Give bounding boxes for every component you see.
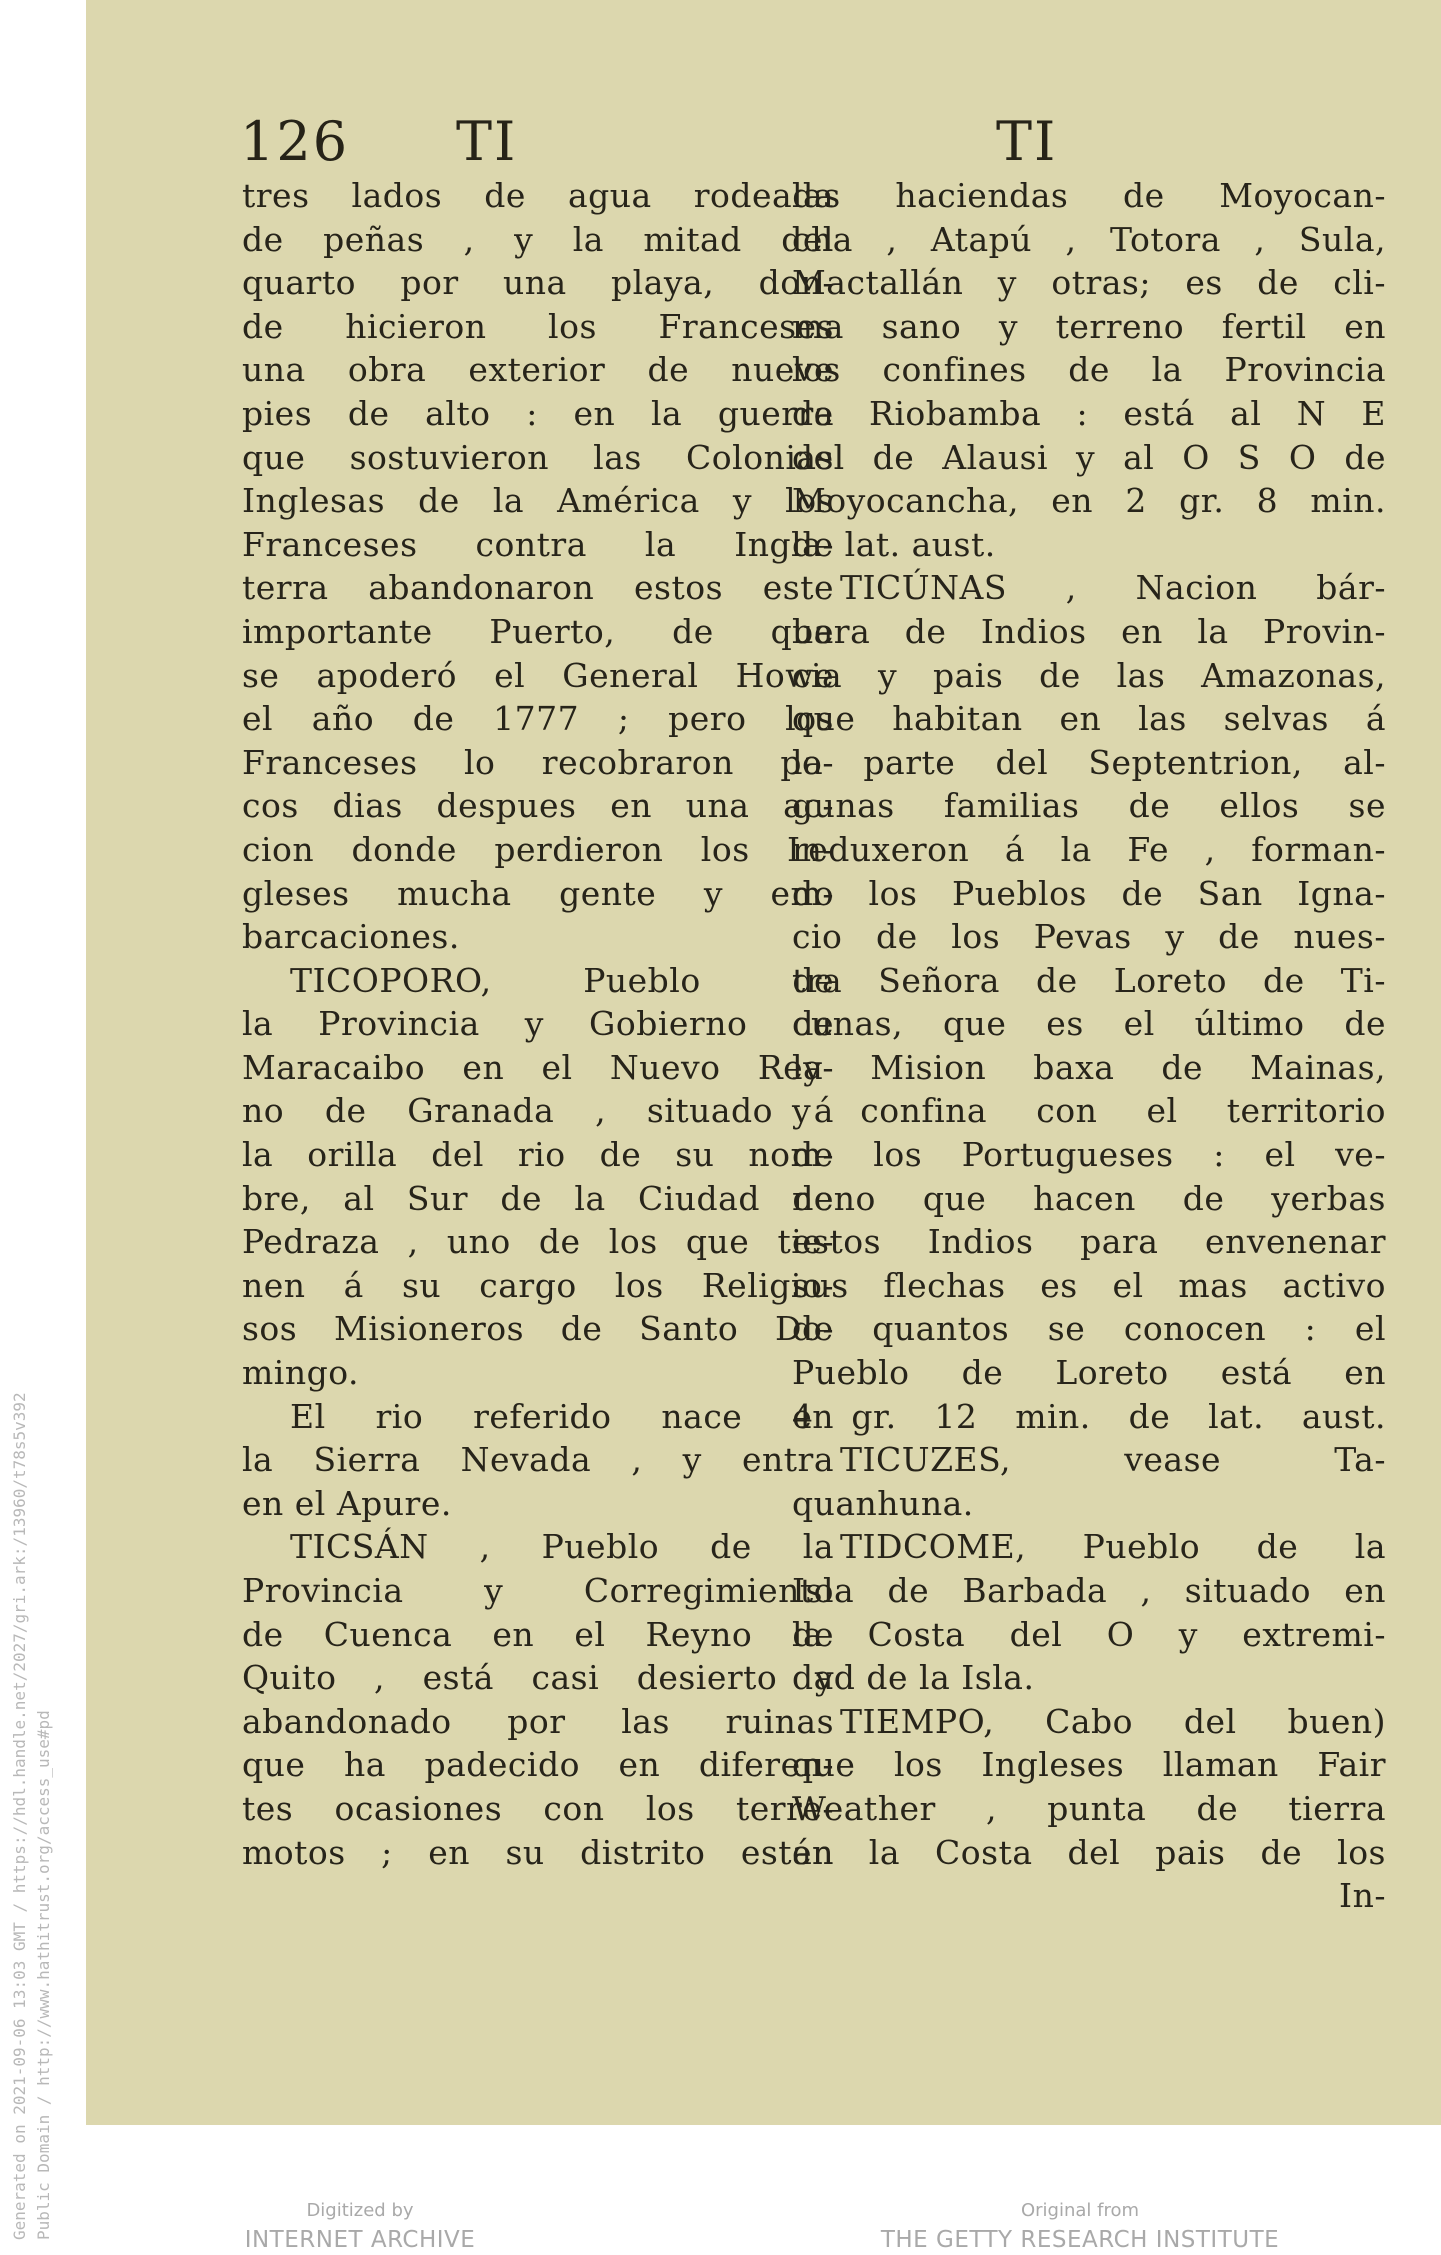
text-line: que habitan en las selvas á — [792, 699, 1386, 739]
text-line: barcaciones. — [242, 917, 460, 957]
text-line: In- — [1339, 1876, 1386, 1916]
text-line: que ha padecido en diferen- — [242, 1745, 834, 1785]
text-line: la orilla del rio de su nom- — [242, 1135, 834, 1175]
access-note — [4, 1100, 64, 2240]
text-line: cha , Atapú , Totora , Sula, — [792, 219, 1386, 259]
text-line: de Riobamba : está al N E — [792, 393, 1386, 433]
text-line: tres lados de agua rodeada — [242, 176, 834, 215]
text-line: reduxeron á la Fe , forman- — [792, 829, 1386, 869]
text-line: en la Costa del pais de los — [792, 1832, 1386, 1872]
text-line: de lat. aust. — [792, 524, 996, 564]
text-line: 4 gr. 12 min. de lat. aust. — [792, 1396, 1386, 1436]
text-line: de quantos se conocen : el — [792, 1309, 1386, 1349]
text-line: las haciendas de Moyocan- — [792, 176, 1386, 215]
original-from-label: Original from — [1020, 2200, 1140, 2221]
text-line: Pedraza , uno de los que tie- — [242, 1222, 834, 1262]
digitized-by — [230, 2200, 490, 2253]
text-line: de Cuenca en el Reyno de — [242, 1614, 834, 1654]
text-line: no de Granada , situado á — [242, 1091, 834, 1131]
digitized-by-label: Digitized by — [306, 2200, 414, 2221]
text-line: del de Alausi y al O S O de — [792, 437, 1386, 477]
text-line: cunas, que es el último de — [792, 1004, 1386, 1044]
text-line: cia y pais de las Amazonas, — [792, 655, 1386, 695]
text-line: sus flechas es el mas activo — [792, 1265, 1386, 1305]
text-line: estos Indios para envenenar — [792, 1222, 1386, 1262]
text-line: la Costa del O y extremi- — [792, 1614, 1386, 1654]
text-line: Maracaibo en el Nuevo Rey- — [242, 1047, 834, 1087]
getty-label: THE GETTY RESEARCH INSTITUTE — [880, 2227, 1280, 2253]
text-line: en el Apure. — [242, 1483, 452, 1523]
text-line: cio de los Pevas y de nues- — [792, 917, 1386, 957]
text-line: de hicieron los Franceses — [242, 306, 834, 346]
text-line: de los Portugueses : el ve- — [792, 1135, 1386, 1175]
text-line: Pueblo de Loreto está en — [792, 1353, 1386, 1393]
text-line: Franceses lo recobraron po- — [242, 742, 834, 782]
text-line: de peñas , y la mitad del — [242, 219, 834, 259]
text-line: motos ; en su distrito están — [242, 1832, 834, 1872]
text-line: cos dias despues en una ac- — [242, 786, 834, 826]
text-line: sos Misioneros de Santo Do- — [242, 1309, 834, 1349]
text-line: gunas familias de ellos se — [792, 786, 1386, 826]
text-line: TICOPORO, Pueblo de — [290, 960, 834, 1000]
text-line: TICUZES, vease Ta- — [840, 1440, 1386, 1480]
book-page — [86, 0, 1441, 2125]
text-line: TICÚNAS , Nacion bár- — [840, 568, 1386, 608]
public-domain-note: Public Domain / http://www.hathitrust.org/access_use#pd — [34, 1710, 53, 2240]
left-text-column — [242, 174, 834, 1874]
text-line: los confines de la Provincia — [792, 350, 1386, 390]
text-line: la Sierra Nevada , y entra — [242, 1440, 834, 1480]
text-line: se apoderó el General Howe — [242, 655, 834, 695]
text-line: Inglesas de la América y los — [242, 481, 834, 521]
text-line: quarto por una playa, don- — [242, 263, 834, 303]
text-line: tes ocasiones con los terre- — [242, 1788, 834, 1828]
right-text-column — [792, 174, 1386, 1918]
text-line: el año de 1777 ; pero los — [242, 699, 834, 739]
text-line: dad de la Isla. — [792, 1658, 1035, 1698]
text-line: bara de Indios en la Provin- — [792, 611, 1386, 651]
text-line: El rio referido nace en — [290, 1396, 834, 1436]
text-line: Moyocancha, en 2 gr. 8 min. — [792, 481, 1386, 521]
text-line: Weather , punta de tierra — [792, 1788, 1386, 1828]
text-line: neno que hacen de yerbas — [792, 1178, 1386, 1218]
text-line: TICSÁN , Pueblo de la — [290, 1527, 834, 1567]
text-line: bre, al Sur de la Ciudad de — [242, 1178, 834, 1218]
text-line: pies de alto : en la guerra — [242, 393, 834, 433]
text-line: nen á su cargo los Religio- — [242, 1265, 834, 1305]
text-line: que sostuvieron las Colonias — [242, 437, 834, 477]
text-line: Provincia y Corregimiento — [242, 1571, 834, 1610]
text-line: abandonado por las ruinas — [242, 1701, 834, 1741]
text-line: ma sano y terreno fertil en — [792, 306, 1386, 346]
text-line: importante Puerto, de que — [242, 611, 834, 651]
text-line: Mactallán y otras; es de cli- — [792, 263, 1386, 303]
internet-archive-label: INTERNET ARCHIVE — [244, 2227, 476, 2253]
page-number: 126 — [240, 110, 350, 173]
text-line: cion donde perdieron los In- — [242, 829, 834, 869]
text-line: Franceses contra la Ingla- — [242, 524, 834, 564]
text-line: gleses mucha gente y em- — [242, 873, 834, 913]
text-line: que los Ingleses llaman Fair — [792, 1745, 1386, 1785]
text-line: la parte del Septentrion, al- — [792, 742, 1386, 782]
text-line: Isla de Barbada , situado en — [792, 1571, 1386, 1610]
right-running-head: TI — [996, 110, 1058, 173]
text-line: Quito , está casi desierto y — [242, 1658, 834, 1698]
text-line: mingo. — [242, 1353, 360, 1393]
text-line: do los Pueblos de San Igna- — [792, 873, 1386, 913]
text-line: TIEMPO, Cabo del buen) — [840, 1701, 1386, 1741]
text-line: tra Señora de Loreto de Ti- — [792, 960, 1386, 1000]
text-line: y confina con el territorio — [792, 1091, 1386, 1131]
text-line: TIDCOME, Pueblo de la — [840, 1527, 1386, 1567]
text-line: quanhuna. — [792, 1483, 974, 1523]
generated-note: Generated on 2021-09-06 13:03 GMT / https://hdl.handle.net/2027/gri.ark:/13960/t78s5v392 — [10, 1392, 29, 2240]
text-line: terra abandonaron estos este — [242, 568, 834, 608]
left-running-head: TI — [456, 110, 518, 173]
text-line: la Provincia y Gobierno de — [242, 1004, 834, 1044]
text-line: una obra exterior de nueve — [242, 350, 834, 390]
original-from — [860, 2200, 1300, 2253]
text-line: la Mision baxa de Mainas, — [792, 1047, 1386, 1087]
